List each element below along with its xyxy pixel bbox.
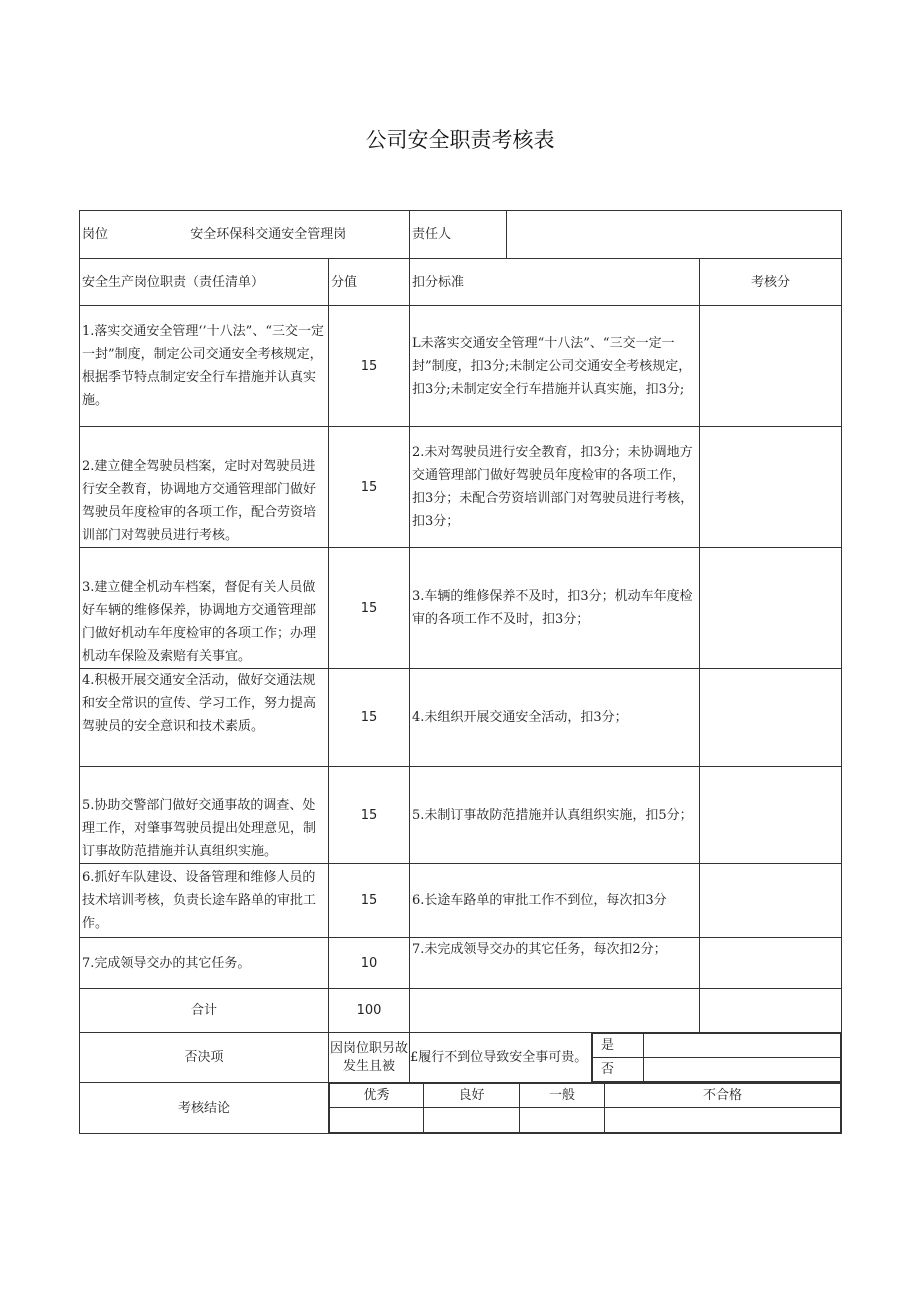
duty-text: 3.建立健全机动车档案，督促有关人员做好车辆的维修保养，协调地方交通管理部门做好机动车年度检审的各项工作；办理机动车保险及索赔有关事宜。 — [80, 548, 329, 669]
post-value: 安全环保科交通安全管理岗 — [190, 227, 347, 242]
assess-score-cell[interactable] — [700, 548, 842, 669]
deduct-text — [410, 864, 700, 938]
deduct-text: L未落实交通安全管理“十八法”、“三交一定一封”制度，扣3分;未制定公司交通安全考核规定，扣3分;未制定安全行车措施并认真实施，扣3分; — [410, 306, 700, 427]
duty-text: 6.抓好车队建设、设备管理和维修人员的技术培训考核，负责长途车路单的审批工作。 — [80, 864, 329, 938]
duty-text: 2.建立健全驾驶员档案，定时对驾驶员进行安全教育，协调地方交通管理部门做好驾驶员年度检审的各项工作，配合劳资培训部门对驾驶员进行考核。 — [80, 427, 329, 548]
assess-score-cell[interactable] — [700, 767, 842, 864]
assess-score-cell[interactable] — [700, 938, 842, 989]
duty-text: 5.协助交警部门做好交通事故的调查、处理工作，对肇事驾驶员提出处理意见，制订事故防范措施并认真组织实施。 — [80, 767, 329, 864]
total-row — [80, 989, 842, 1033]
deduct-text: 7.未完成领导交办的其它任务，每次扣2分； — [410, 938, 700, 989]
table-row — [80, 669, 842, 767]
responsible-label: 责任人 — [410, 211, 507, 259]
veto-row — [80, 1033, 842, 1083]
rating-fair: 一般 — [520, 1084, 605, 1108]
rating-excellent: 优秀 — [330, 1084, 424, 1108]
page-title: 公司安全职责考核表 — [365, 128, 555, 152]
table-row — [80, 938, 842, 989]
table-row — [80, 427, 842, 548]
deduct-text: 5.未制订事故防范措施并认真组织实施，扣5分； — [410, 767, 700, 864]
post-label: 岗位 — [82, 227, 109, 242]
assess-score-cell[interactable] — [700, 306, 842, 427]
conclusion-grid — [329, 1083, 842, 1134]
col-duty: 安全生产岗位职责（责任清单） — [80, 259, 329, 306]
duty-text: 1.落实交通安全管理‘’十八法”、“三交一定一封”制度，制定公司交通安全考核规定，根据季节特点制定安全行车措施并认真实施。 — [80, 306, 329, 427]
score-value: 15 — [329, 548, 410, 669]
conclusion-row — [80, 1083, 842, 1134]
score-value: 15 — [329, 767, 410, 864]
rating-good: 良好 — [424, 1084, 520, 1108]
rating-fail: 不合格 — [605, 1084, 841, 1108]
total-value: 100 — [329, 989, 410, 1033]
rating-fail-box[interactable] — [605, 1108, 841, 1133]
veto-desc-a: 因岗位职另故发生且被 — [329, 1033, 410, 1083]
score-value: 15 — [329, 864, 410, 938]
assess-score-cell[interactable] — [700, 669, 842, 767]
assess-score-cell[interactable] — [700, 864, 842, 938]
rating-fair-box[interactable] — [520, 1108, 605, 1133]
veto-yes-box[interactable] — [644, 1034, 841, 1058]
veto-no-box[interactable] — [644, 1058, 841, 1082]
total-deduct-cell — [410, 989, 700, 1033]
col-assess: 考核分 — [700, 259, 842, 306]
conclusion-label: 考核结论 — [80, 1083, 329, 1134]
total-assess-cell[interactable] — [700, 989, 842, 1033]
score-value: 15 — [329, 306, 410, 427]
veto-yes-label: 是 — [593, 1034, 644, 1058]
column-header-row — [80, 259, 842, 306]
header-row — [80, 211, 842, 259]
veto-options — [592, 1033, 842, 1083]
post-cell — [80, 211, 410, 259]
table-row — [80, 306, 842, 427]
table-row — [80, 864, 842, 938]
rating-excellent-box[interactable] — [330, 1108, 424, 1133]
total-label: 合计 — [80, 989, 329, 1033]
table-row — [80, 767, 842, 864]
score-value: 15 — [329, 669, 410, 767]
assess-score-cell[interactable] — [700, 427, 842, 548]
deduct-text-wrap: 6.长途车路单的审批工作不到位，每次扣3分 — [412, 893, 667, 908]
col-deduct: 扣分标准 — [410, 259, 700, 306]
veto-desc-b: £履行不到位导致安全事可贵。 — [410, 1033, 592, 1083]
assessment-table — [79, 210, 842, 1134]
veto-no-label: 否 — [593, 1058, 644, 1082]
table-row — [80, 548, 842, 669]
responsible-value[interactable] — [507, 211, 842, 259]
deduct-text: 3.车辆的维修保养不及时，扣3分；机动车年度检审的各项工作不及时，扣3分； — [410, 548, 700, 669]
col-score: 分值 — [329, 259, 410, 306]
duty-text: 7.完成领导交办的其它任务。 — [80, 938, 329, 989]
rating-good-box[interactable] — [424, 1108, 520, 1133]
deduct-text: 2.未对驾驶员进行安全教育，扣3分；未协调地方交通管理部门做好驾驶员年度检审的各项工作，扣3分；未配合劳资培训部门对驾驶员进行考核，扣3分； — [410, 427, 700, 548]
score-value: 15 — [329, 427, 410, 548]
deduct-text: 4.未组织开展交通安全活动，扣3分； — [410, 669, 700, 767]
score-value: 10 — [329, 938, 410, 989]
duty-text: 4.积极开展交通安全活动，做好交通法规和安全常识的宣传、学习工作，努力提高驾驶员的安全意识和技术素质。 — [80, 669, 329, 767]
veto-label: 否决项 — [80, 1033, 329, 1083]
